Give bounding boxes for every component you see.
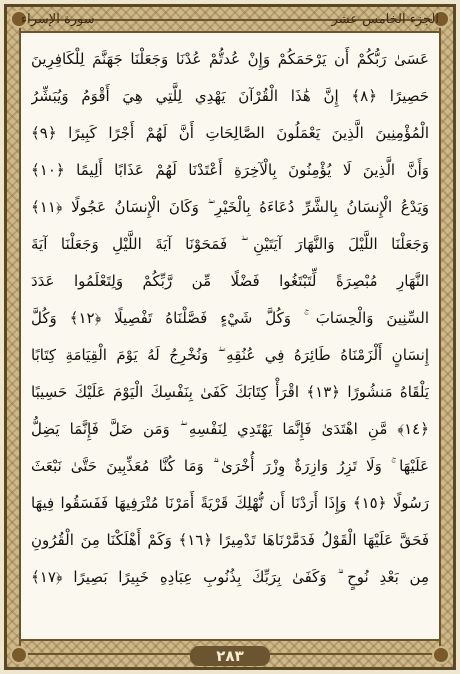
verse-line: فَحَقَّ عَلَيْهَا الْقَوْلُ فَدَمَّرْنَاهَا تَدْمِيرًا ﴿١٦﴾ وَكَمْ أَهْلَكْنَا مِنَ الْقُرُونِ: [31, 531, 429, 549]
verse-line: السِّنِينَ وَالْحِسَابَ ۚ وَكُلَّ شَيْءٍ فَصَّلْنَاهُ تَفْصِيلًا ﴿١٢﴾ وَكُلَّ: [31, 309, 429, 327]
verse-lines: [31, 41, 429, 633]
corner-rosette-icon: [432, 646, 450, 664]
page-header: [19, 8, 441, 30]
verse-line: إِنسَانٍ أَلْزَمْنَاهُ طَائِرَهُ فِي عُنُقِهِ ۖ وَنُخْرِجُ لَهُ يَوْمَ الْقِيَامَةِ كِتَابًا: [31, 346, 429, 364]
verse-line: وَجَعَلْنَا اللَّيْلَ وَالنَّهَارَ آيَتَيْنِ ۖ فَمَحَوْنَا آيَةَ اللَّيْلِ وَجَعَلْنَا آيَةَ: [31, 235, 429, 253]
corner-rosette-icon: [10, 646, 28, 664]
verse-line: حَصِيرًا ﴿٨﴾ إِنَّ هَٰذَا الْقُرْآنَ يَهْدِي لِلَّتِي هِيَ أَقْوَمُ وَيُبَشِّرُ: [31, 87, 429, 105]
verse-line: الْمُؤْمِنِينَ الَّذِينَ يَعْمَلُونَ الصَّالِحَاتِ أَنَّ لَهُمْ أَجْرًا كَبِيرًا ﴿٩﴾: [31, 124, 429, 142]
verse-line: وَأَنَّ الَّذِينَ لَا يُؤْمِنُونَ بِالْآخِرَةِ أَعْتَدْنَا لَهُمْ عَذَابًا أَلِيمًا ﴿١٠﴾: [31, 161, 429, 179]
text-panel: [19, 31, 441, 641]
verse-line: وَيَدْعُ الْإِنسَانُ بِالشَّرِّ دُعَاءَهُ بِالْخَيْرِ ۖ وَكَانَ الْإِنسَانُ عَجُولًا ﴿١١﴾: [31, 198, 429, 216]
verse-line: ﴿١٤﴾ مَّنِ اهْتَدَىٰ فَإِنَّمَا يَهْتَدِي لِنَفْسِهِ ۖ وَمَن ضَلَّ فَإِنَّمَا يَضِلُّ: [31, 420, 429, 438]
verse-line: عَسَىٰ رَبُّكُمْ أَن يَرْحَمَكُمْ وَإِنْ عُدتُّمْ عُدْنَا وَجَعَلْنَا جَهَنَّمَ لِلْكَافِرِينَ: [31, 50, 429, 68]
page-number: ٢٨٣: [190, 646, 270, 666]
surah-title: سورة الإسراء: [21, 11, 95, 27]
juz-title: الجزء الخامس عشر: [331, 11, 439, 27]
verse-line: مِن بَعْدِ نُوحٍ ۗ وَكَفَىٰ بِرَبِّكَ بِذُنُوبِ عِبَادِهِ خَبِيرًا بَصِيرًا ﴿١٧﴾: [31, 568, 429, 586]
verse-line: رَسُولًا ﴿١٥﴾ وَإِذَا أَرَدْنَا أَن نُّهْلِكَ قَرْيَةً أَمَرْنَا مُتْرَفِيهَا فَفَسَقُوا فِيهَا: [31, 494, 429, 512]
verse-line: يَلْقَاهُ مَنشُورًا ﴿١٣﴾ اقْرَأْ كِتَابَكَ كَفَىٰ بِنَفْسِكَ الْيَوْمَ عَلَيْكَ حَسِيبًا: [31, 383, 429, 401]
verse-line: عَلَيْهَا ۚ وَلَا تَزِرُ وَازِرَةٌ وِزْرَ أُخْرَىٰ ۗ وَمَا كُنَّا مُعَذِّبِينَ حَتَّىٰ نَبْعَثَ: [31, 457, 429, 475]
verse-line: النَّهَارِ مُبْصِرَةً لِّتَبْتَغُوا فَضْلًا مِّن رَّبِّكُمْ وَلِتَعْلَمُوا عَدَدَ: [31, 272, 429, 290]
